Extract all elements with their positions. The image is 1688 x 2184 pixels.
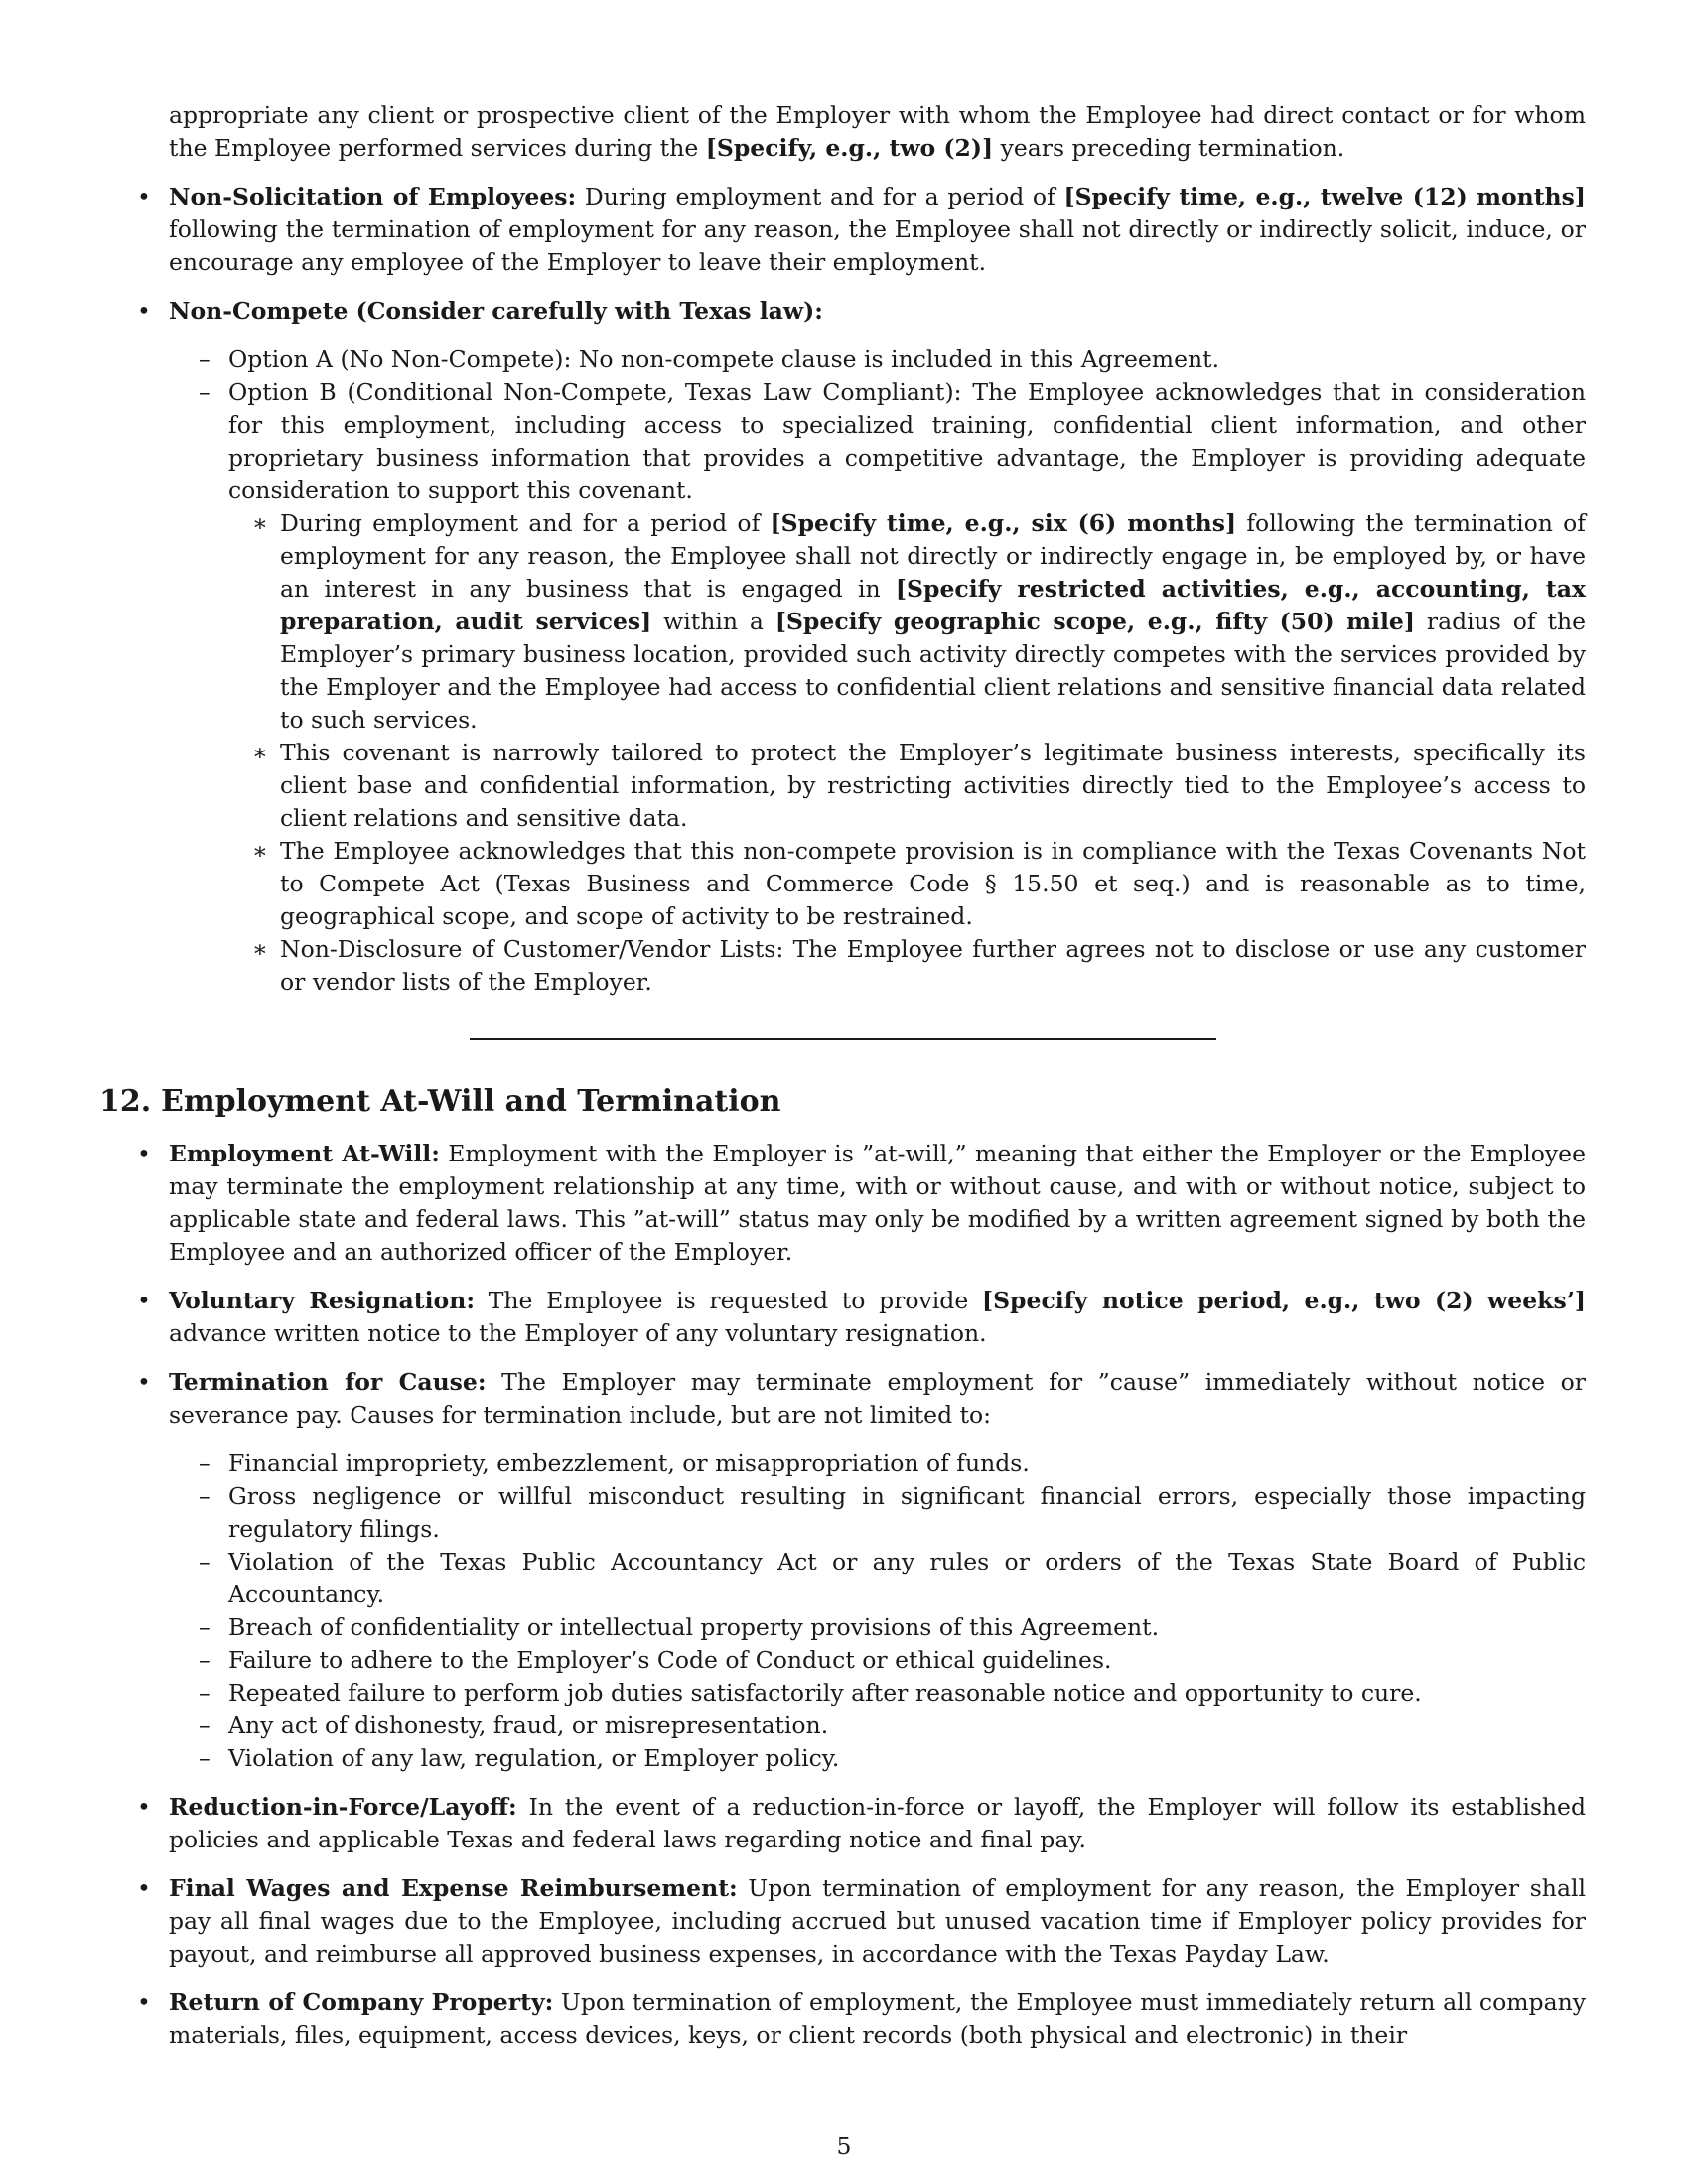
placeholder-text: [Specify time, e.g., six (6) months] [770,509,1237,537]
termination-list [99,1138,1586,2052]
item-label: Return of Company Property: [169,1988,554,2016]
rif-item: • Reduction-in-Force/Layoff: In the event of a reduction-in-force or layoff, the Employer will follow its established policies and applicable Texas and federal laws regarding notice and final pay. [99,1791,1586,1856]
section-title: Employment At-Will and Termination [161,1084,781,1119]
page-number: 5 [836,2132,852,2160]
item-label: Non-Compete (Consider carefully with Texas law): [169,297,823,325]
placeholder-text: [Specify notice period, e.g., two (2) weeks’] [981,1287,1586,1314]
non-compete-item [99,295,1586,999]
resignation-item: • Voluntary Resignation: The Employee is requested to provide [Specify notice period, e.g., two (2) weeks’] advance written notice to the Employer of any voluntary resignation. [99,1285,1586,1350]
option-a: – Option A (No Non-Compete): No non-compete clause is included in this Agreement. [169,343,1586,376]
section-heading [99,1082,1586,1122]
placeholder-text: [Specify time, e.g., twelve (12) months] [1063,183,1586,210]
section-divider [470,1038,1216,1040]
subitem-narrow-tailoring: ∗ This covenant is narrowly tailored to protect the Employer’s legitimate business interests, specifically its client base and confidential information, by restricting activities directly tied to the Employee’s access to client relations and sensitive data. [228,737,1586,835]
covenant-list [99,181,1586,999]
placeholder-text: [Specify restricted activities, e.g., accounting, tax preparation, audit services] [280,575,1587,635]
cause-entry: – Gross negligence or willful misconduct resulting in significant financial errors, especially those impacting regulatory filings. [169,1480,1586,1546]
cause-item: • Termination for Cause: The Employer may terminate employment for ”cause” immediately without notice or severance pay. Causes for termination include, but are not limited to: – Financial impropriety, embezzlement, or misappropriation of funds. – Gross negligence or willful misconduct resulting in significant financial errors, especially those impacting regulatory filings. – Violation of the Texas Public Accountancy Act or any rules or orders of the Texas State Board of Public Accountancy. – Breach of confidentiality or intellectual property provisions of this Agreement. – Failure to adhere to the Employer’s Code of Conduct or ethical guidelines. – Repeated failure to perform job duties satisfactorily after reasonable notice and opportunity to cure. – Any act of dishonesty, fraud, or misrepresentation. – Violation of any law, regulation, or Employer policy. [99,1366,1586,1775]
cause-entry: – Violation of any law, regulation, or Employer policy. [169,1742,1586,1775]
final-wages-item: • Final Wages and Expense Reimbursement: Upon termination of employment for any reason, the Employer shall pay all final wages due to the Employee, including accrued but unused vacation time if Employer policy provides for payout, and reimburse all approved business expenses, in accordance with the Texas Payday Law. [99,1872,1586,1971]
item-label: Non-Solicitation of Employees: [169,183,577,210]
at-will-item: • Employment At-Will: Employment with the Employer is ”at-will,” meaning that either the Employer or the Employee may terminate the employment relationship at any time, with or without cause, and with or without notice, subject to applicable state and federal laws. This ”at-will” status may only be modified by a written agreement signed by both the Employee and an authorized officer of the Employer. [99,1138,1586,1269]
option-b: – Option B (Conditional Non-Compete, Texas Law Compliant): The Employee acknowledges that in consideration for this employment, including access to specialized training, confidential client information, and other proprietary business information that provides a competitive advantage, the Employer is providing adequate consideration to support this covenant. ∗ During employment and for a period of [Specify time, e.g., six (6) months] following the termination of employment for any reason, the Employee shall not directly or indirectly engage in, be employed by, or have an interest in any business that is engaged in [Specify restricted activities, e.g., accounting, tax preparation, audit services] within a [Specify geographic scope, e.g., fifty (50) mile] radius of the Employer’s primary business location, provided such activity directly competes with the services provided by the Employer and the Employee had access to confidential client relations and sensitive financial data related to such services. ∗ This covenant is narrowly tailored to protect the Employer’s legitimate business interests, specifically its client base and confidential information, by restricting activities directly tied to the Employee’s access to client relations and sensitive data. ∗ The Employee acknowledges that this non-compete provision is in compliance with the Texas Covenants Not to Compete Act (Texas Business and Commerce Code § 15.50 et seq.) and is reasonable as to time, geographical scope, and scope of activity to be restrained. ∗ Non-Disclosure of Customer/Vendor Lists: The Employee further agrees not to disclose or use any customer or vendor lists of the Employer. [169,376,1586,999]
item-label: Voluntary Resignation: [169,1287,475,1314]
placeholder-text: [Specify geographic scope, e.g., fifty (50) mile] [774,608,1415,635]
non-compete-options [169,343,1586,999]
subitem-compliance: ∗ The Employee acknowledges that this non-compete provision is in compliance with the Texas Covenants Not to Compete Act (Texas Business and Commerce Code § 15.50 et seq.) and is reasonable as to time, geographical scope, and scope of activity to be restrained. [228,835,1586,933]
item-label: Employment At-Will: [169,1140,440,1167]
cause-entry: – Violation of the Texas Public Accountancy Act or any rules or orders of the Texas State Board of Public Accountancy. [169,1546,1586,1611]
subitem-restriction: ∗ During employment and for a period of [Specify time, e.g., six (6) months] following the termination of employment for any reason, the Employee shall not directly or indirectly engage in, be employed by, or have an interest in any business that is engaged in [Specify restricted activities, e.g., accounting, tax preparation, audit services] within a [Specify geographic scope, e.g., fifty (50) mile] radius of the Employer’s primary business location, provided such activity directly competes with the services provided by the Employer and the Employee had access to confidential client relations and sensitive financial data related to such services. [228,507,1586,737]
document-body [99,99,1586,2052]
property-item: • Return of Company Property: Upon termination of employment, the Employee must immediately return all company materials, files, equipment, access devices, keys, or client records (both physical and electronic) in their [99,1986,1586,2052]
cause-entry: – Financial impropriety, embezzlement, or misappropriation of funds. [169,1447,1586,1480]
section-number: 12. [99,1084,152,1119]
cause-entry: – Any act of dishonesty, fraud, or misrepresentation. [169,1709,1586,1742]
continuation-paragraph: appropriate any client or prospective client of the Employer with whom the Employee had direct contact or for whom the Employee performed services during the [Specify, e.g., two (2)] years preceding termination. [169,101,1586,162]
item-label: Final Wages and Expense Reimbursement: [169,1874,738,1902]
option-b-subitems [228,507,1586,999]
cause-entry: – Failure to adhere to the Employer’s Code of Conduct or ethical guidelines. [169,1644,1586,1677]
cause-list [169,1447,1586,1775]
item-label: Reduction-in-Force/Layoff: [169,1793,517,1821]
cause-entry: – Breach of confidentiality or intellectual property provisions of this Agreement. [169,1611,1586,1644]
non-solicitation-item: • Non-Solicitation of Employees: During employment and for a period of [Specify time, e.g., twelve (12) months] following the termination of employment for any reason, the Employee shall not directly or indirectly solicit, induce, or encourage any employee of the Employer to leave their employment. [99,181,1586,279]
item-label: Termination for Cause: [169,1368,487,1396]
cause-entry: – Repeated failure to perform job duties satisfactorily after reasonable notice and opportunity to cure. [169,1677,1586,1709]
subitem-non-disclosure: ∗ Non-Disclosure of Customer/Vendor Lists: The Employee further agrees not to disclose or use any customer or vendor lists of the Employer. [228,933,1586,999]
placeholder-text: [Specify, e.g., two (2)] [705,134,994,162]
